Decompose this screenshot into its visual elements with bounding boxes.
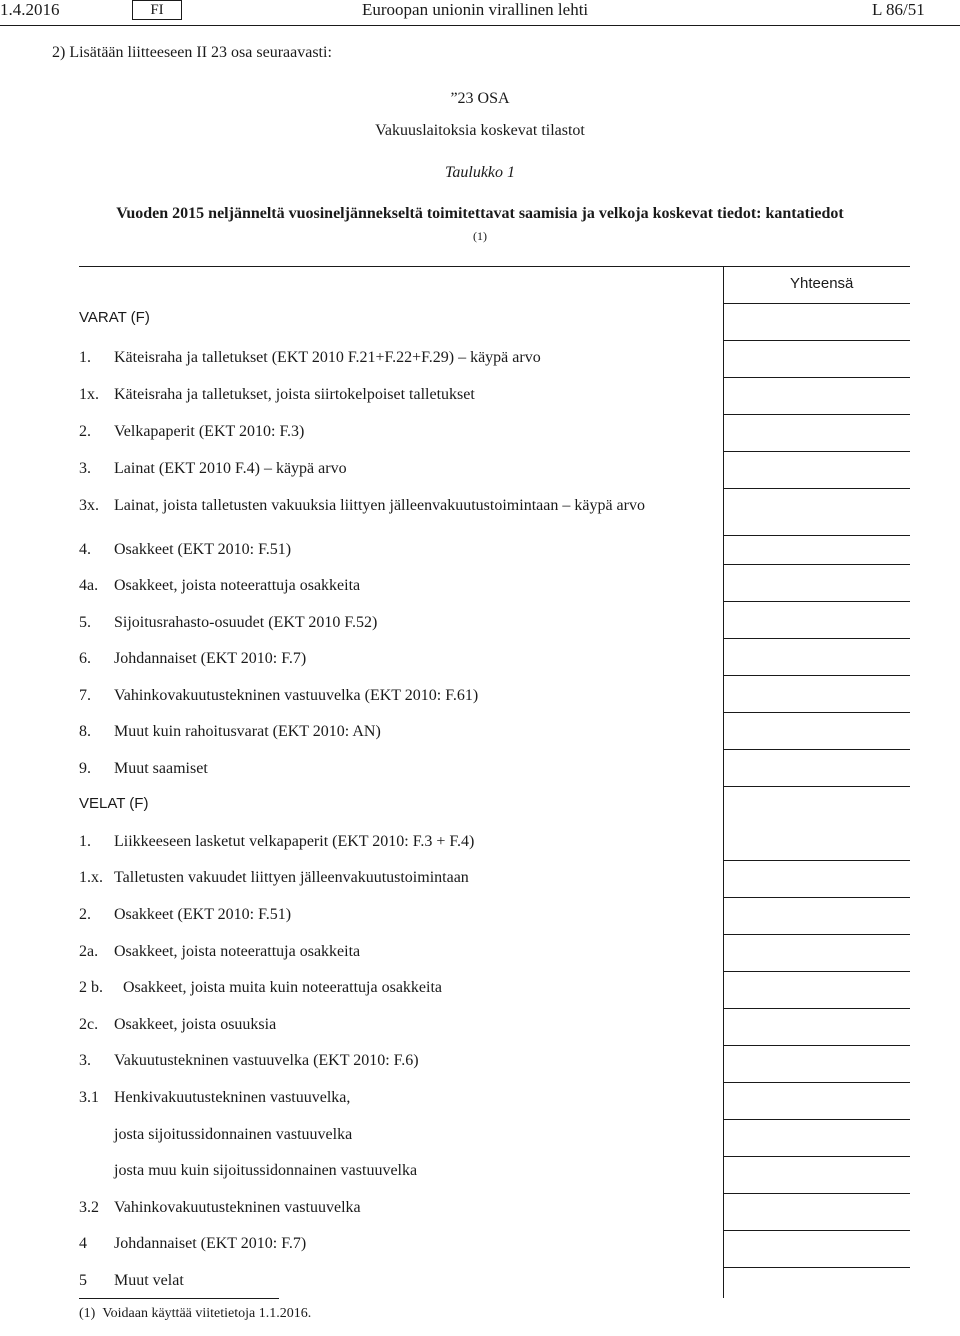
liability-row-number: 4 <box>79 1235 87 1252</box>
value-cell-underline <box>723 535 910 536</box>
value-cell-underline <box>723 564 910 565</box>
asset-row-label: Vahinkovakuutustekninen vastuuvelka (EKT 2010: F.61) <box>114 687 479 704</box>
liability-row-label: Muut velat <box>114 1272 184 1289</box>
value-cell-underline <box>723 414 910 415</box>
asset-row-label: Käteisraha ja talletukset, joista siirtokelpoiset talletukset <box>114 386 475 403</box>
asset-row-number: 4a. <box>79 577 99 594</box>
asset-row-label: Sijoitusrahasto-osuudet (EKT 2010 F.52) <box>114 614 378 631</box>
value-cell-underline <box>723 377 910 378</box>
footnote-marker: (1) <box>79 1306 96 1321</box>
liability-row-number: 2c. <box>79 1016 99 1033</box>
value-cell-underline <box>723 638 910 639</box>
page-reference: L 86/51 <box>872 0 925 19</box>
table-number: Taulukko 1 <box>444 164 516 181</box>
asset-row-number: 2. <box>79 423 91 440</box>
asset-row-number: 1. <box>79 349 91 366</box>
liability-row-number: 5 <box>79 1272 87 1289</box>
asset-row-number: 4. <box>79 541 91 558</box>
asset-row-label: Johdannaiset (EKT 2010: F.7) <box>114 650 307 667</box>
value-cell-underline <box>723 488 910 489</box>
liability-row-number: 1.x. <box>79 869 103 886</box>
liability-row-number: 2a. <box>79 943 99 960</box>
asset-row-number: 1x. <box>79 386 99 403</box>
journal-title: Euroopan unionin virallinen lehti <box>362 0 589 19</box>
language-code-box: FI <box>132 0 182 20</box>
value-cell-underline <box>723 897 910 898</box>
liability-row-label: Osakkeet, joista osuuksia <box>114 1016 277 1033</box>
value-cell-underline <box>723 1045 910 1046</box>
liability-row-number: 3.2 <box>79 1199 99 1216</box>
liability-row-label: josta sijoitussidonnainen vastuuvelka <box>114 1126 353 1143</box>
asset-row-number: 5. <box>79 614 91 631</box>
footnote-text: Voidaan käyttää viitetietoja 1.1.2016. <box>102 1306 312 1321</box>
asset-row-number: 9. <box>79 760 91 777</box>
assets-heading: VARAT (F) <box>79 309 150 326</box>
liability-row-label: Osakkeet (EKT 2010: F.51) <box>114 906 292 923</box>
liability-row-number: 3. <box>79 1052 91 1069</box>
value-cell-underline <box>723 1156 910 1157</box>
header-rule <box>0 25 960 26</box>
value-cell-underline <box>723 860 910 861</box>
asset-row-number: 3. <box>79 460 91 477</box>
value-cell-underline <box>723 1267 910 1268</box>
asset-row-label: Osakkeet, joista noteerattuja osakkeita <box>114 577 361 594</box>
value-cell-underline <box>723 1119 910 1120</box>
liability-row-label: Osakkeet, joista muita kuin noteerattuja osakkeita <box>123 979 443 996</box>
amendment-intro: 2) Lisätään liitteeseen II 23 osa seuraavasti: <box>52 44 332 61</box>
value-cell-underline <box>723 340 910 341</box>
part-title: Vakuuslaitoksia koskevat tilastot <box>375 122 585 139</box>
asset-row-number: 6. <box>79 650 91 667</box>
footnote <box>79 1306 311 1322</box>
asset-row-label: Muut kuin rahoitusvarat (EKT 2010: AN) <box>114 723 381 740</box>
table-top-rule <box>79 266 910 267</box>
value-cell-underline <box>723 1193 910 1194</box>
column-header-total: Yhteensä <box>790 275 854 292</box>
value-cell-underline <box>723 934 910 935</box>
value-cell-underline <box>723 749 910 750</box>
header-date: 1.4.2016 <box>0 0 60 19</box>
liability-row-label: Johdannaiset (EKT 2010: F.7) <box>114 1235 307 1252</box>
table-description: Vuoden 2015 neljänneltä vuosineljännekseltä toimitettavat saamisia ja velkoja koskevat tiedot: kantatiedot <box>116 205 844 222</box>
value-cell-underline <box>723 451 910 452</box>
value-cell-underline <box>723 712 910 713</box>
footnote-reference: (1) <box>473 229 487 243</box>
asset-row-number: 3x. <box>79 497 99 514</box>
liability-row-number: 2 b. <box>79 979 103 996</box>
value-cell-underline <box>723 971 910 972</box>
part-number: ”23 OSA <box>450 90 510 107</box>
value-cell-underline <box>723 786 910 787</box>
liability-row-label: Henkivakuutustekninen vastuuvelka, <box>114 1089 351 1106</box>
asset-row-number: 8. <box>79 723 91 740</box>
value-cell-underline <box>723 1230 910 1231</box>
liability-row-label: Liikkeeseen lasketut velkapaperit (EKT 2010: F.3 + F.4) <box>114 833 475 850</box>
liabilities-heading: VELAT (F) <box>79 795 149 812</box>
liability-row-label: Osakkeet, joista noteerattuja osakkeita <box>114 943 361 960</box>
liability-row-number: 3.1 <box>79 1089 99 1106</box>
liability-row-label: josta muu kuin sijoitussidonnainen vastuuvelka <box>114 1162 418 1179</box>
asset-row-label: Käteisraha ja talletukset (EKT 2010 F.21+F.22+F.29) – käypä arvo <box>114 349 541 366</box>
asset-row-label: Lainat (EKT 2010 F.4) – käypä arvo <box>114 460 347 477</box>
liability-row-label: Vahinkovakuutustekninen vastuuvelka <box>114 1199 361 1216</box>
asset-row-label: Osakkeet (EKT 2010: F.51) <box>114 541 292 558</box>
value-cell-underline <box>723 675 910 676</box>
value-cell-underline <box>723 1082 910 1083</box>
asset-row-label: Muut saamiset <box>114 760 208 777</box>
liability-row-number: 2. <box>79 906 91 923</box>
liability-row-label: Talletusten vakuudet liittyen jälleenvakuutustoimintaan <box>114 869 469 886</box>
table-column-divider <box>723 266 724 1298</box>
asset-row-number: 7. <box>79 687 91 704</box>
footnote-rule <box>79 1298 279 1299</box>
value-cell-underline <box>723 601 910 602</box>
value-cell-underline <box>723 1008 910 1009</box>
asset-row-label: Velkapaperit (EKT 2010: F.3) <box>114 423 305 440</box>
liability-row-label: Vakuutustekninen vastuuvelka (EKT 2010: F.6) <box>114 1052 419 1069</box>
liability-row-number: 1. <box>79 833 91 850</box>
asset-row-label: Lainat, joista talletusten vakuuksia liittyen jälleenvakuutustoimintaan – käypä arvo <box>114 497 645 514</box>
value-cell-underline <box>723 303 910 304</box>
